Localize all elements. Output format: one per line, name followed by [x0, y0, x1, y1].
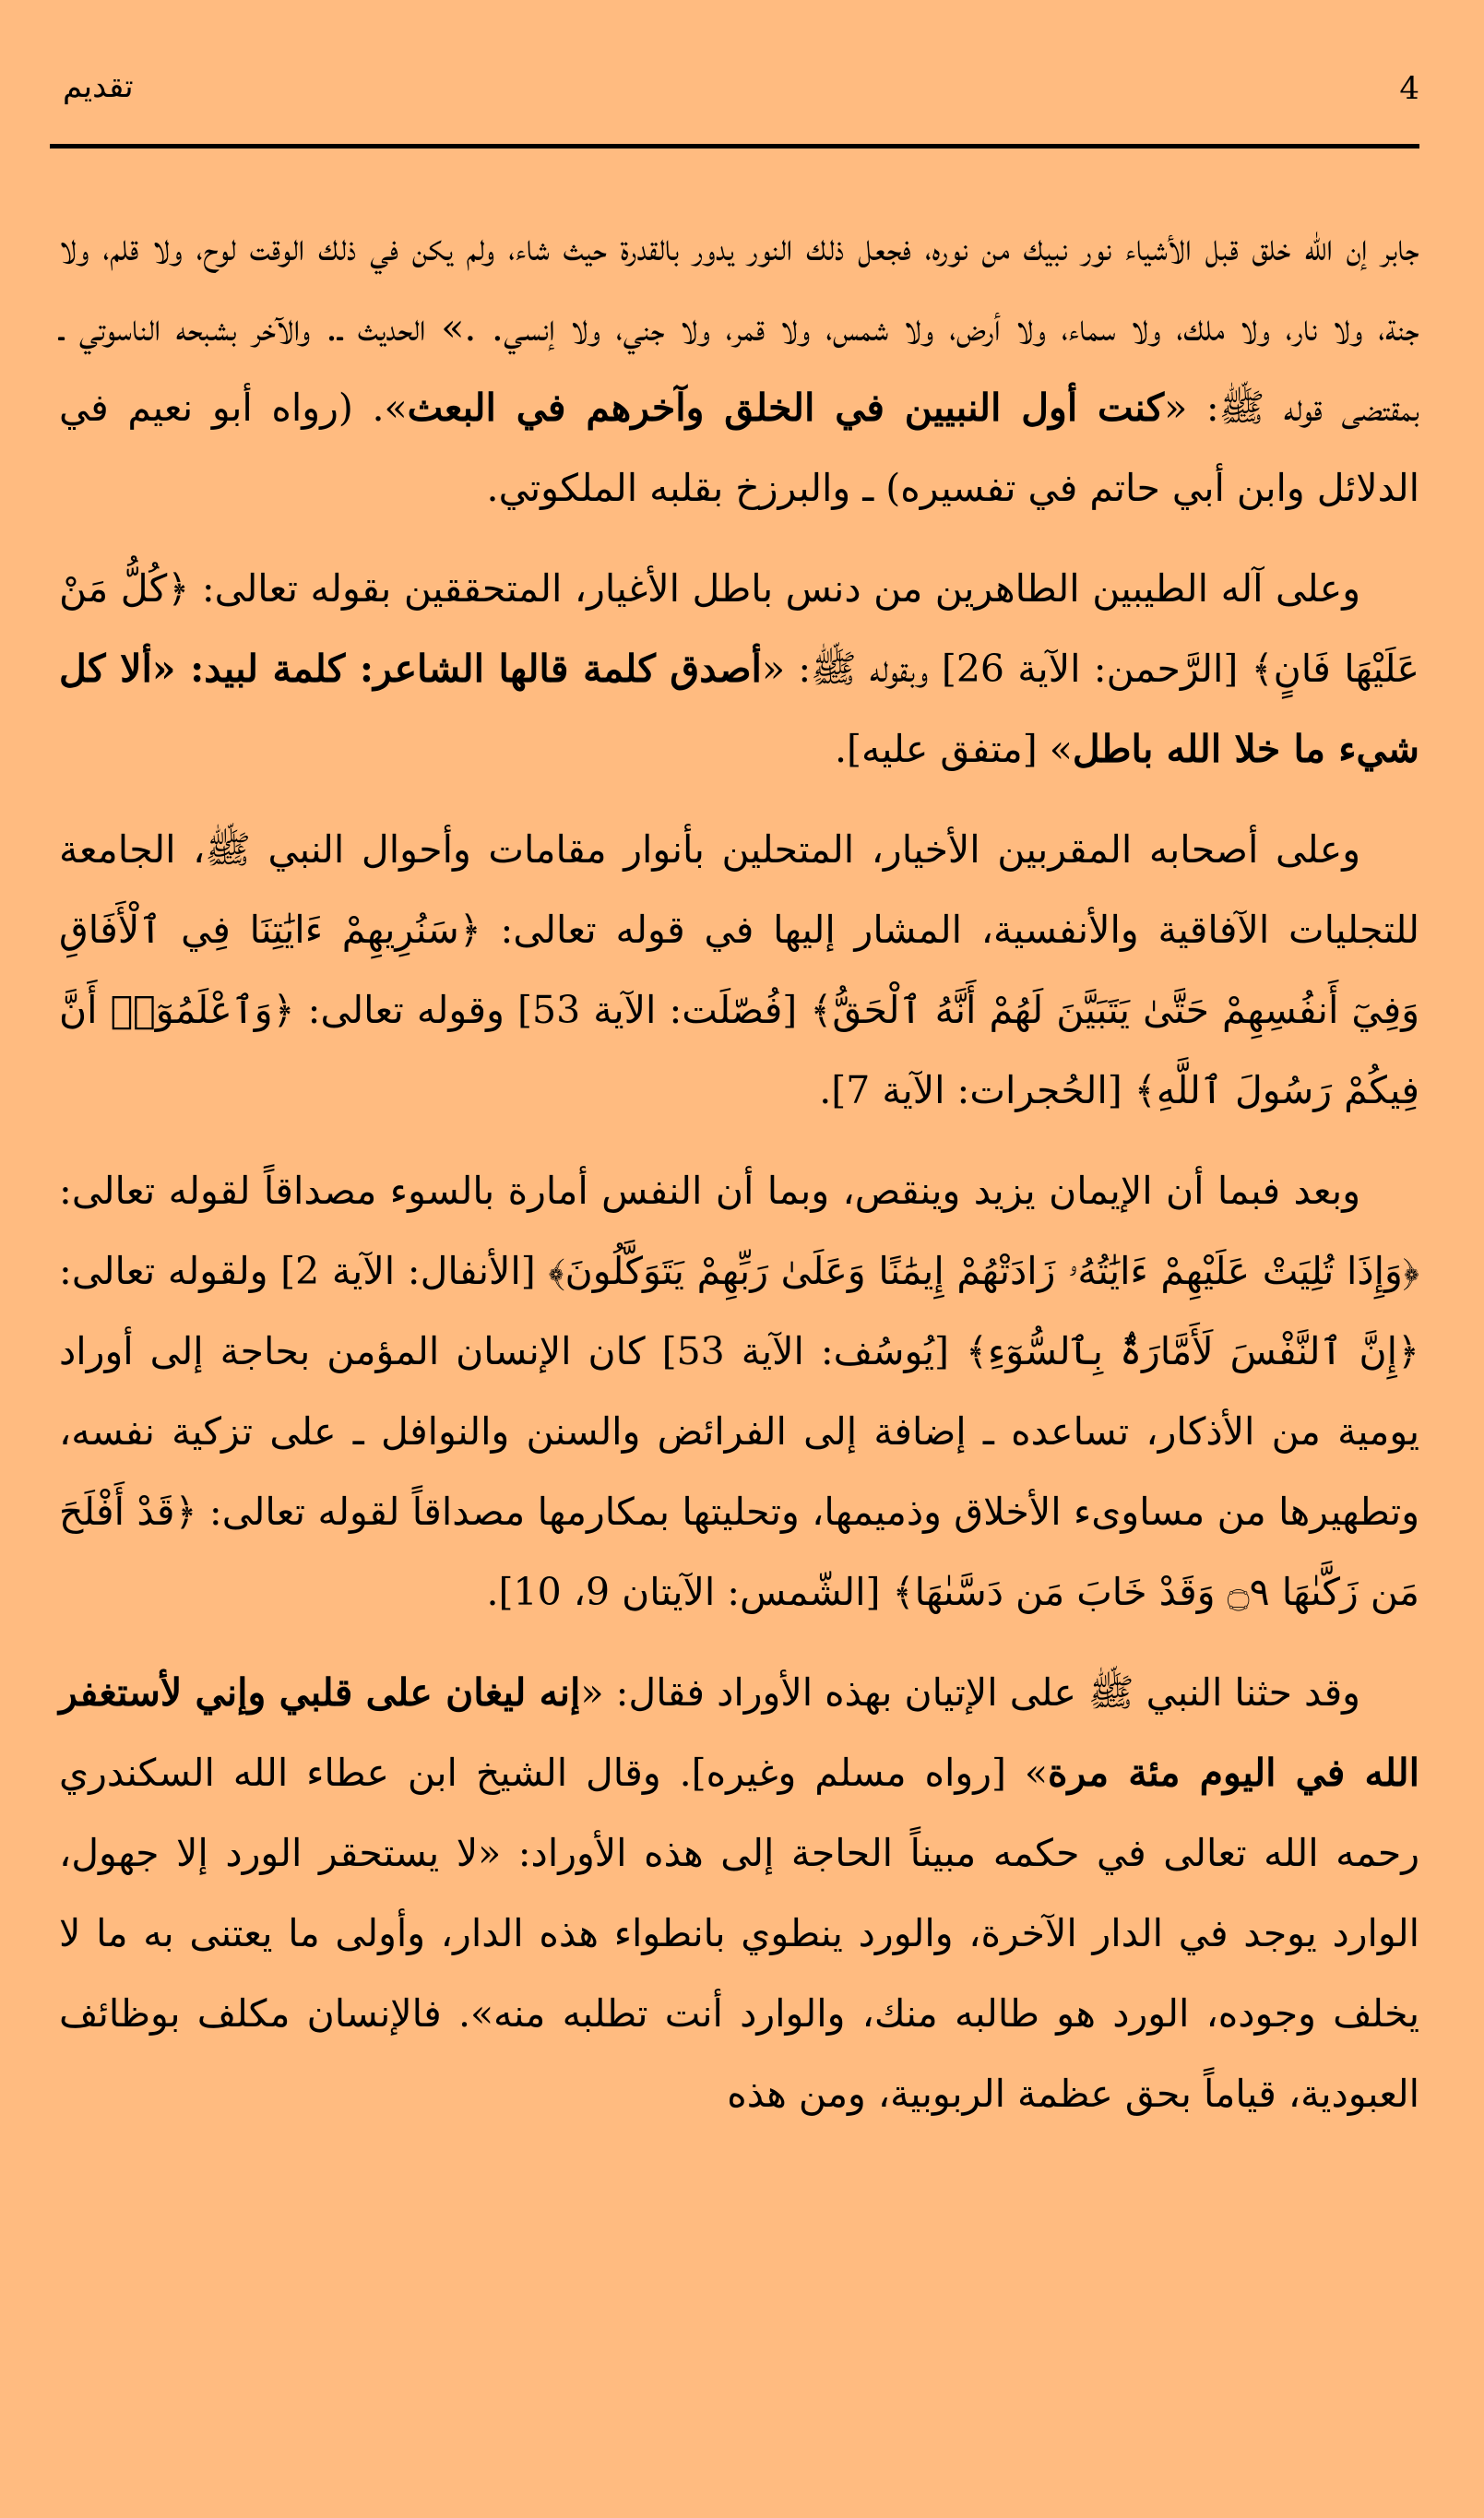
text-run: وعلى أصحابه المقربين الأخيار، المتحلين بأنوار مقامات وأحوال النبي ﷺ، الجامعة للتجليات الآفاقية والأنفسية، المشار إليها في قوله تعالى: ﴿سَنُرِيهِمْ ءَايَٰتِنَا فِي ٱلْأَفَاقِ وَفِيٓ أَنفُسِهِمْ حَتَّىٰ يَتَبَيَّنَ لَهُمْ أَنَّهُ ٱلْحَقُّ﴾ [فُصّلَت: الآية 53] وقوله تعالى: ﴿وَٱعْلَمُوٓا۟ أَنَّ فِيكُمْ رَسُولَ ٱللَّهِ﴾ [الحُجرات: الآية 7].: [59, 827, 1419, 1112]
text-run: » [متفق عليه].: [834, 727, 1073, 771]
bold-quote: كنت أول النبيين في الخلق وآخرهم في البعث: [407, 386, 1165, 430]
page-number: 4: [1399, 70, 1419, 107]
text-run: وقد حثنا النبي ﷺ على الإتيان بهذه الأوراد فقال: «: [580, 1670, 1360, 1715]
text-run: وبعد فبما أن الإيمان يزيد وينقص، وبما أن النفس أمارة بالسوء مصداقاً لقوله تعالى: ﴿وَإِذَا تُلِيَتْ عَلَيْهِمْ ءَايَٰتُهُۥ زَادَتْهُمْ إِيمَٰنًا وَعَلَىٰ رَبِّهِمْ يَتَوَكَّلُونَ﴾ [الأنفال: الآية 2] ولقوله تعالى: ﴿إِنَّ ٱلنَّفْسَ لَأَمَّارَةٌۢ بِٱلسُّوٓءِ﴾ [يُوسُف: الآية 53] كان الإنسان المؤمن بحاجة إلى أوراد يومية من الأذكار، تساعده ـ إضافة إلى الفرائض والسنن والنوافل ـ على تزكية نفسه، وتطهيرها من مساوىء الأخلاق وذميمها، وتحليتها بمكارمها مصداقاً لقوله تعالى: ﴿قَدْ أَفْلَحَ مَن زَكَّىٰهَا ۝٩ وَقَدْ خَابَ مَن دَسَّىٰهَا﴾ [الشّمس: الآيتان 9، 10].: [59, 1169, 1419, 1614]
page-header: [50, 55, 1419, 148]
paragraph: [59, 1151, 1419, 1633]
text-run: جابر إن الله خلق قبل الأشياء نور نبيك من نوره، فجعل ذلك النور يدور بالقدرة حيث شاء، ولم يكن في ذلك الوقت لوح، ولا قلم، ولا جنة، ولا نار، ولا ملك، ولا سماء، ولا أرض، ولا شمس، ولا قمر، ولا جني، ولا إنسي. .» الحديث ـ. والآخر بشبحه الناسوتي ـ بمقتضى قوله ﷺ: «: [59, 225, 1420, 430]
bold-quote: أصدق كلمة قالها الشاعر: كلمة لبيد: «ألا كل شيء ما خلا الله باطل: [59, 647, 1419, 771]
body-text: [59, 208, 1419, 2155]
paragraph: [59, 208, 1419, 529]
paragraph: [59, 810, 1419, 1131]
paragraph: [59, 549, 1419, 790]
text-run: وعلى آله الطيبين الطاهرين من دنس باطل الأغيار، المتحققين بقوله تعالى: ﴿كُلُّ مَنْ عَلَيْهَا فَانٍ﴾ [الرَّحمن: الآية 26] وبقوله ﷺ: «: [59, 566, 1419, 691]
text-run: » [رواه مسلم وغيره]. وقال الشيخ ابن عطاء الله السكندري رحمه الله تعالى في حكمه مبيناً الحاجة إلى هذه الأوراد: «لا يستحقر الورد إلا جهول، الوارد يوجد في الدار الآخرة، والورد ينطوي بانطواء هذه الدار، وأولى ما يعتنى به ما لا يخلف وجوده، الورد هو طالبه منك، والوارد أنت تطلبه منه». فالإنسان مكلف بوظائف العبودية، قياماً بحق عظمة الربوبية، ومن هذه: [59, 1751, 1419, 2116]
paragraph: [59, 1653, 1419, 2134]
running-title: تقديم: [63, 68, 134, 105]
text-run: ». (رواه أبو نعيم في الدلائل وابن أبي حاتم في تفسيره) ـ والبرزخ بقلبه الملكوتي.: [59, 386, 1419, 510]
bold-quote: إنه ليغان على قلبي وإني لأستغفر الله في اليوم مئة مرة: [59, 1670, 1419, 1795]
